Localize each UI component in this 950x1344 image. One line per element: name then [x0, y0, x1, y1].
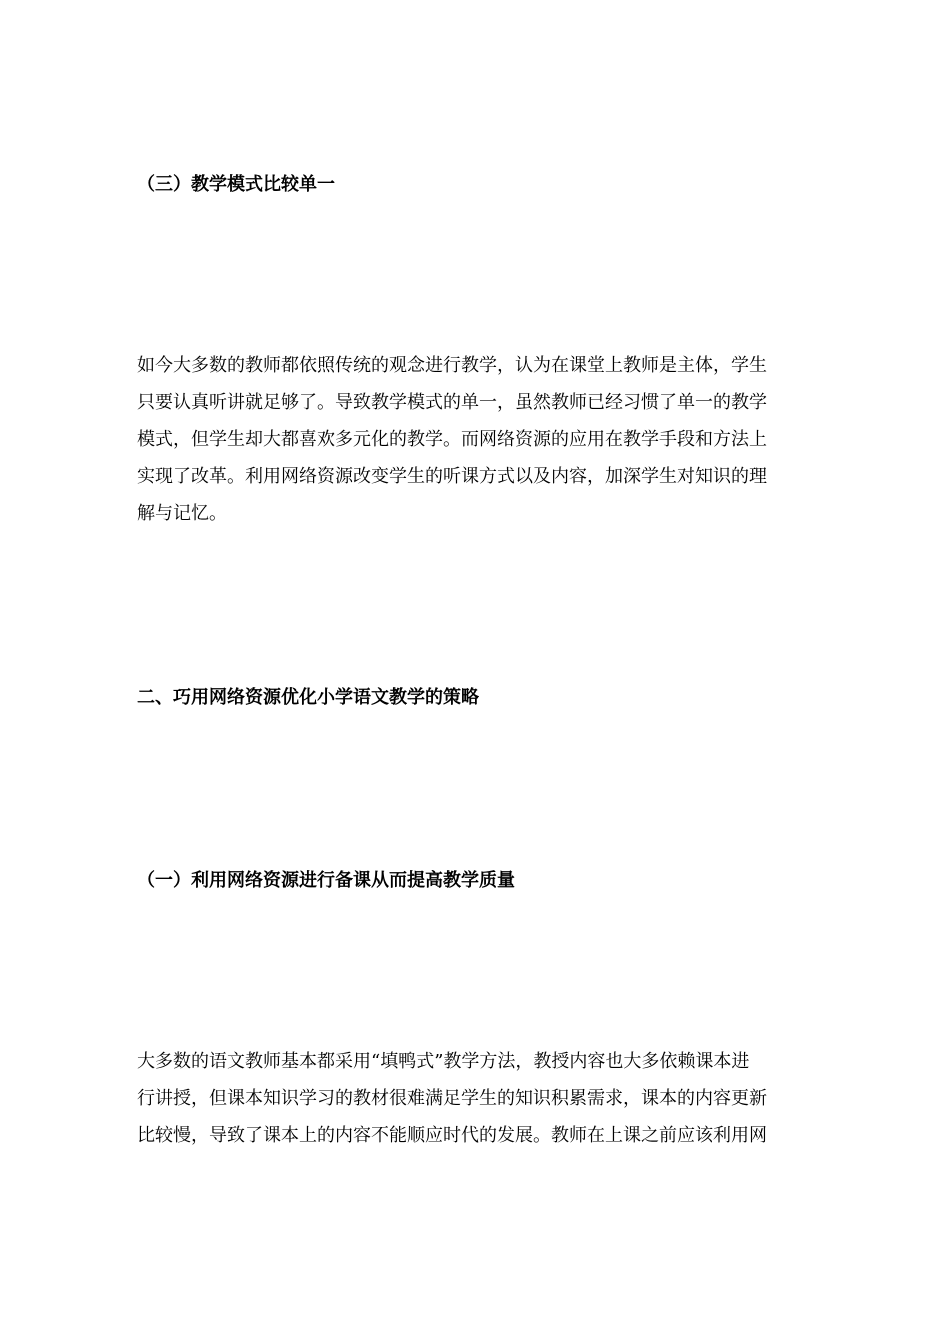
paragraph-lesson-preparation	[137, 1043, 767, 1154]
subheading-teaching-mode: （三）教学模式比较单一	[137, 174, 335, 195]
paragraph-line: 解与记忆。	[137, 503, 227, 524]
paragraph-line: 行讲授，但课本知识学习的教材很难满足学生的知识积累需求，课本的内容更新	[137, 1088, 767, 1109]
subheading-lesson-preparation: （一）利用网络资源进行备课从而提高教学质量	[137, 870, 515, 891]
paragraph-line: 如今大多数的教师都依照传统的观念进行教学，认为在课堂上教师是主体，学生	[137, 355, 767, 376]
paragraph-teaching-mode	[137, 347, 767, 532]
paragraph-line: 实现了改革。利用网络资源改变学生的听课方式以及内容，加深学生对知识的理	[137, 466, 767, 487]
section-heading-strategies: 二、巧用网络资源优化小学语文教学的策略	[137, 687, 479, 708]
paragraph-line: 比较慢，导致了课本上的内容不能顺应时代的发展。教师在上课之前应该利用网	[137, 1125, 767, 1146]
paragraph-line: 大多数的语文教师基本都采用“填鸭式”教学方法，教授内容也大多依赖课本进	[137, 1051, 750, 1072]
paragraph-line: 只要认真听讲就足够了。导致教学模式的单一，虽然教师已经习惯了单一的教学	[137, 392, 767, 413]
paragraph-line: 模式，但学生却大都喜欢多元化的教学。而网络资源的应用在教学手段和方法上	[137, 429, 767, 450]
